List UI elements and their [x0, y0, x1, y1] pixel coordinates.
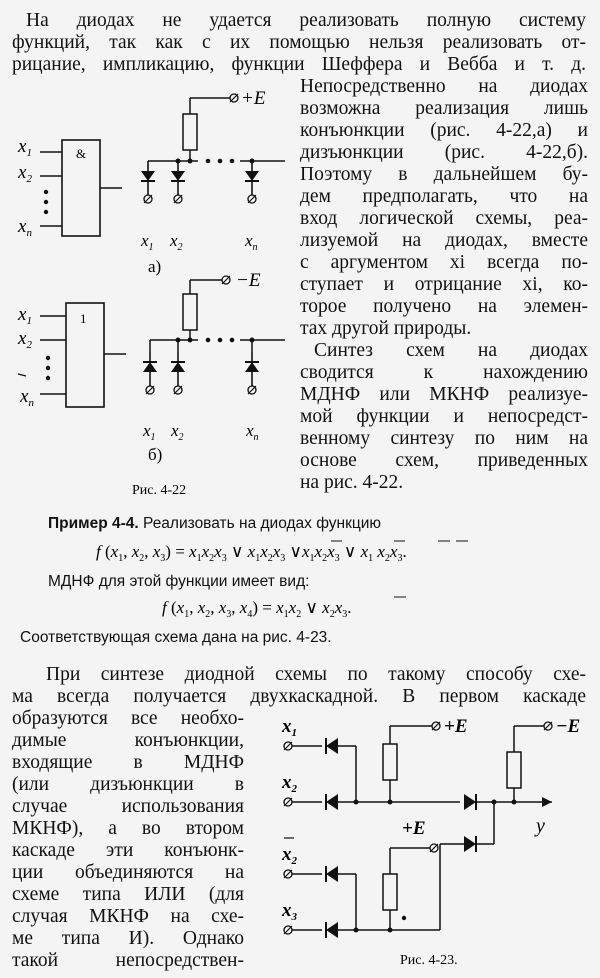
text-line: рицание, импликацию, функции Шеффера и Вебба и т. д.: [12, 54, 586, 75]
right-column-text: [300, 76, 588, 494]
text-line: ции объединяются на: [12, 862, 244, 883]
text-line: сводится к нахождению: [300, 362, 588, 383]
or-gate-symbol: [17, 303, 126, 409]
figure-4-23: [260, 706, 600, 976]
text-line: При синтезе диодной схемы по такому способу схе-: [46, 664, 586, 685]
diode-and-circuit: [140, 88, 285, 276]
text-line: случая МКНФ на схе-: [12, 906, 244, 927]
minus-e-label: −E: [236, 270, 261, 291]
formula-2: [0, 592, 560, 622]
text-line: каскаде эти конъюнк-: [12, 840, 244, 861]
input-label-xn: $x_n$: [18, 216, 32, 239]
text-line: ме типа И). Однако: [12, 928, 244, 949]
text-line: МКНФ), а во втором: [12, 818, 244, 839]
plus-e-label-2: +E: [402, 818, 426, 839]
diode-label-x2: $x_2$: [170, 231, 183, 253]
text-line: ступает и отрицание xi, ко-: [300, 274, 588, 295]
text-line: дизъюнкции (рис. 4-22,б).: [300, 142, 588, 163]
text-line: такой непосредствен-: [12, 950, 244, 971]
text-line: лизуемой на диодах, вместе: [300, 230, 588, 251]
plus-e-label: +E: [241, 88, 266, 109]
subfigure-a-label: а): [148, 257, 162, 276]
formula-1: [0, 536, 560, 566]
text-line: мой функции и непосредст-: [300, 406, 588, 427]
figure-4-22: [0, 80, 300, 510]
text-line: схеме типа ИЛИ (для: [12, 884, 244, 905]
text-line: вход логической схемы, реа-: [300, 208, 588, 229]
text-line: тах другой природы.: [300, 318, 472, 339]
figure-caption: Рис. 4-22: [132, 483, 187, 498]
text-line: основе схем, приведенных: [300, 450, 588, 471]
diode-label-x1: $x_1$: [141, 231, 154, 253]
diode-label-xn: $x_n$: [246, 421, 259, 443]
text-line: образуются все необхо-: [12, 708, 244, 729]
input-label-x3: $x_3$: [282, 900, 297, 923]
input-label-x1: $x_1$: [282, 716, 297, 739]
example-heading-line: [48, 514, 588, 534]
text-line: Непосредственно на диодах: [300, 76, 588, 97]
bottom-paragraph-full: [12, 664, 586, 708]
text-line: МДНФ или МКНФ реализуе-: [300, 384, 588, 405]
input-label-x2: $x_2$: [18, 328, 32, 351]
text-line: Синтез схем на диодах: [314, 340, 588, 361]
intro-paragraph: [12, 10, 586, 76]
or-symbol-text: 1: [80, 311, 87, 326]
input-label-x2: $x_2$: [18, 162, 32, 185]
formula-2-text: f (x1, x2, x3, x4) = x1x2 ∨ x̄2x3.: [0, 592, 14, 593]
svg-text:f (x1, x2, x3, x4) = x1x2 ∨: f ($x_1$, $x_2$, $x_3$, $x_4) = x_1x_2$ ∨ $x_2x_3$.: [162, 598, 352, 620]
input-label-x1: $x_1$: [18, 136, 32, 159]
example-text: Реализовать на диодах функцию: [143, 515, 382, 532]
text-line: дем предполагать, что на: [300, 186, 588, 207]
formula-1-text: f (x1, x2, x3) = x1x2x3 ∨ x1x2x̄3 ∨ x1x̄2x3 ∨ x̄1x̄2x3.: [0, 536, 23, 537]
and-symbol-text: &: [76, 146, 87, 161]
input-label-x1: $x_1$: [18, 304, 32, 327]
text-line: конъюнкции (рис. 4-22,а) и: [300, 120, 588, 141]
example-conclusion: Соответствующая схема дана на рис. 4-23.: [20, 629, 332, 646]
diode-label-x1: $x_1$: [143, 421, 156, 443]
text-line: димые конъюнкции,: [12, 730, 244, 751]
text-line: с аргументом xi всегда по-: [300, 252, 588, 273]
text-line: на рис. 4-22.: [300, 472, 404, 493]
plus-e-label: +E: [444, 716, 468, 737]
text-line: возможна реализация лишь: [300, 98, 588, 119]
text-line: На диодах не удается реализовать полную систему: [26, 10, 586, 31]
minus-e-label: −E: [556, 716, 581, 737]
text-line: ма всегда получается двухкаскадной. В первом каскаде: [12, 686, 586, 707]
diode-label-x2: $x_2$: [171, 421, 184, 443]
svg-text:f (x1, x2, x3) = x1x2x3 ∨ x1: f ($x_1$, $x_2$, $x_3) = x_1x_2x_3$ ∨ $x_1x_2x_3$ $\vee x_1x_2x_3$ ∨ $x_1$ $x_2x_3$.: [96, 542, 407, 564]
bottom-left-column: [12, 708, 244, 972]
output-label: y: [536, 815, 545, 837]
input-label-x2: $x_2$: [282, 772, 297, 795]
text-line: (или дизъюнкции в: [12, 774, 244, 795]
text-line: торое получено на элемен-: [300, 296, 588, 317]
diode-label-xn: $x_n$: [245, 231, 258, 253]
example-heading: Пример 4-4.: [48, 515, 139, 532]
mdnf-intro: МДНФ для этой функции имеет вид:: [48, 573, 310, 590]
text-line: случае использования: [12, 796, 244, 817]
input-label-xn: $x_n$: [20, 386, 34, 409]
text-line: венному синтезу по ним на: [300, 428, 588, 449]
input-label-x2: $x_2$: [282, 844, 297, 867]
text-line: входящие в МДНФ: [12, 752, 244, 773]
diode-or-circuit: [142, 270, 285, 464]
text-line: функций, так как с их помощью нельзя реализовать от-: [12, 32, 586, 53]
subfigure-b-label: б): [148, 445, 163, 464]
and-gate-symbol: [17, 136, 122, 239]
figure-caption: Рис. 4-23.: [400, 953, 458, 968]
text-line: Поэтому в дальнейшем бу-: [300, 164, 588, 185]
